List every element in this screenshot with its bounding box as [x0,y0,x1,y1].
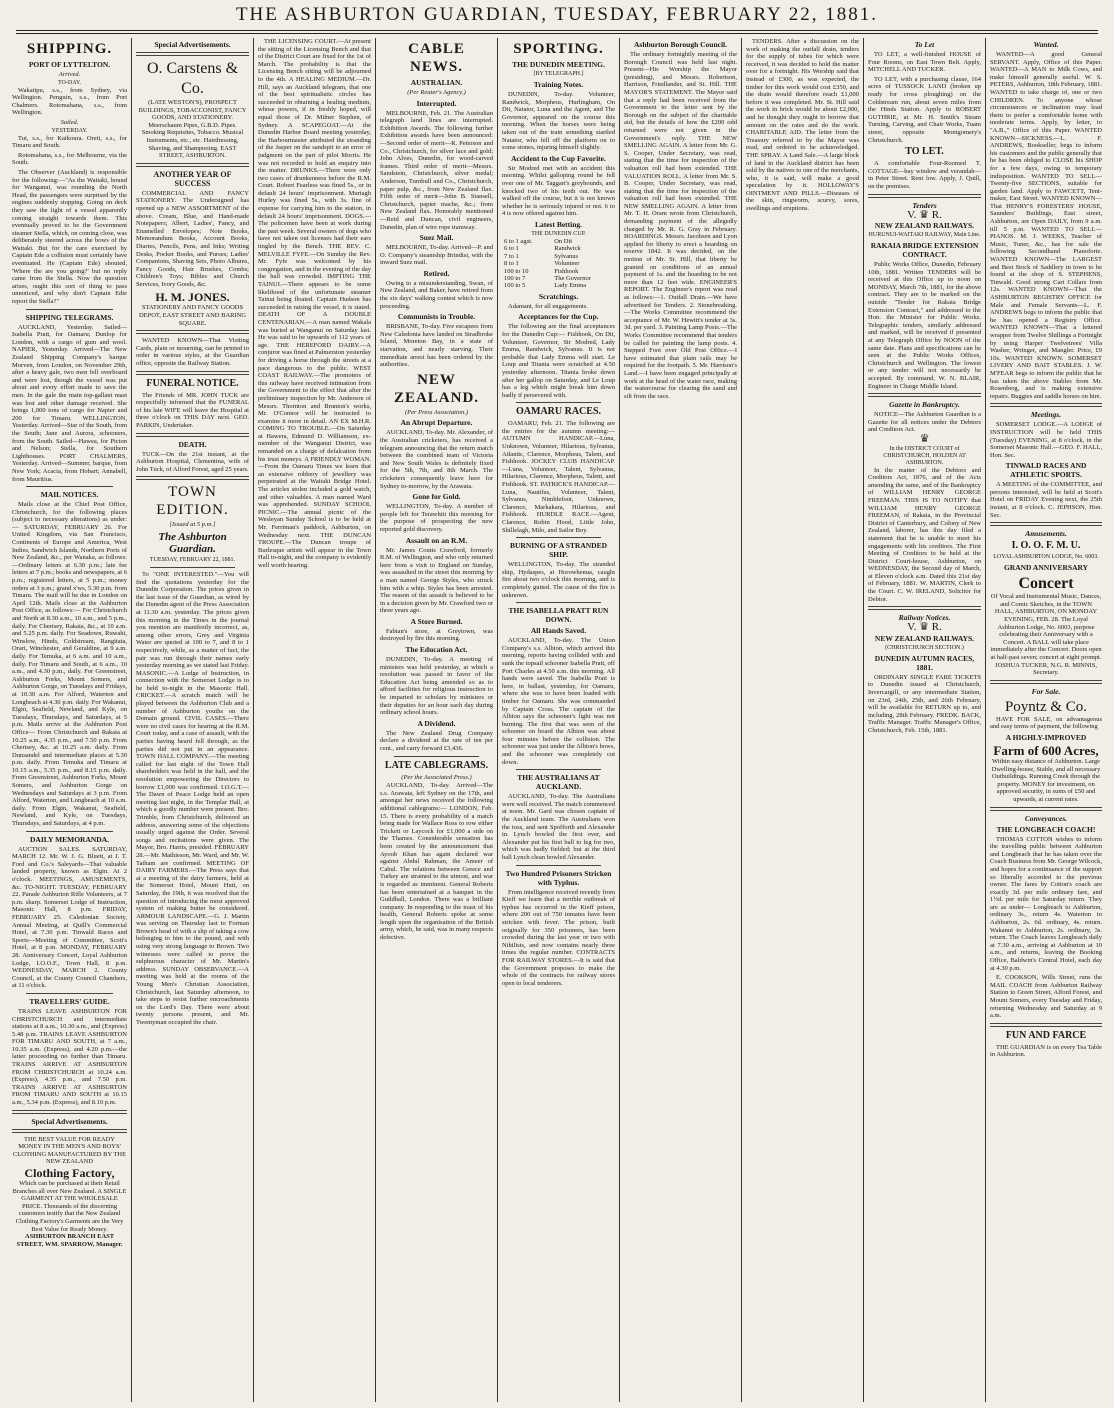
ad-text: (LATE WESTON'S), PROSPECT BUILDINGS, TOBACCONIST, FANCY GOODS, AND STATIONERY. Meerschaum Pipes, G.B.D. Pipes. Smoking Requisites, Tobacco. Musical Instruments, etc., etc. Hairdressing, Shaving, and Shampooing. EAST STREET, ASHBURTON. [138,99,247,160]
article-text: TENDERS. After a discussion on the work of making the outfall drain, tenders for the supply of tubes for which were received, it was decided to hold the matter over for a fortnight. His Worship said that instead of £300, as was expected, the timber for this work would cost £350, and the drain would therefore reach £1,000 before it was completed. Mr. St. Hill said the work in brick would be about £2,000, and he thought they ought to borrow that amount on the rates and do the work. CHARITABLE AID. The letter from the Treasury referred to by the Mayor was read, and ordered to be acknowledged. THE SPRAY. A Land Sale.—A large block of land in the Auckland district has been sold by the natives to one of the merchants, who, it is said, will make a good speculation by it. HOLLOWAY'S OINTMENT AND PILLS.—Diseases of the skin, ringworm, scurvy, sores, swellings and eruptions. [746,38,859,213]
sporting-heading: SPORTING. [513,41,604,57]
separator [26,993,113,994]
port-heading: PORT OF LYTTELTON. [28,60,111,69]
subheading: A Store Burned. [410,616,463,626]
subheading: Latest Betting. [534,219,583,229]
separator [26,309,113,310]
separator [136,163,249,167]
betting-odds: 7 to 1 [504,252,519,260]
separator [136,52,249,56]
paper-title: The Ashburton Guardian. [158,530,227,555]
auckland-heading: THE AUSTRALIANS AT AUCKLAND. [517,773,600,792]
article-text: AUCKLAND, To-day. The Australians were well received. The match commenced at noon. Mr. Gard was chosen captain of the Auckland team. The Australians won the toss, and sent Spofforth and Alexander in. Lynch bowled the first over, and Alexander put his first ball to leg for two, which was badly fielded; but at the third ball Lynch clean bowled Alexander. [502,793,615,861]
arrivals-text: Wakatipu, s.s., from Sydney, via Wellington. Penguin, s.s., from Port Chalmers. Rotomahana, s.s., from Wellington. [12,86,127,117]
gazette-heading: Gazette in Bankruptcy. [889,400,960,410]
subheading: Scratchings. [538,291,579,301]
sailings-text: Tui, s.s., for Kaikoura. Oreti, s.s., for Timaru and South. [12,134,127,150]
betting-row [502,268,615,275]
railways-heading: NEW ZEALAND RAILWAYS. [874,633,975,643]
separator [868,393,981,397]
article-text: Mails close at the Chief Post Office, Christchurch, for the following places (subject to necessary alterations) as under:— SATURDAY, FEBRUARY 26. For United Kingdom, via San Francisco, Continents of Europe and America, West Indies, Sandwich Islands, Northern Ports of New Zealand, &c., per Wanaka, as follows:—Ordinary letters at 6.30 p.m.; late fee letters at 7 p.m.; books and newspapers, at 6 p.m.; registered letters, at 5 p.m.; money orders at 3 p.m.; grand x'ws, 5.30 p.m. from Timaru. The mail will be due in London on April 12th. Mails close at the Ashburton Post Office, as follows:— For Christchurch and North at 8.30 a.m., 10 a.m., and 5 p.m., daily. For Chertsey, Rakaia, &c., at 10 a.m. and 5.25 p.m. daily. For Seadown, Ruwahi, Winslow, Hinds, Coldstream, Rangitata, Orari, Winchester, and Geraldine, at 9 a.m. daily. For Temuka, at 6 a.m. and 10 a.m., daily. For Timaru and South, at 6 a.m., 10 a.m., and 4.30 p.m., daily. For Greenstreet, Ashburton Forks, Mount Somers, and Ashburton Gorge, on Tuesdays and Fridays, at 10.30 a.m. For Alford, Waterton and Longbeach at 4.30 p.m. daily. For Wakanui, Elgin, Seafield, Newland, and Kyle, on Tuesdays, Thursdays, and Saturdays, at 5 p.m. Mails arrive at the Ashburton Post Office— From Christchurch and Rakaia at 10.25 a.m., 4.35 p.m., and 7.50 p.m. From Chertsey, &c. at 10.25 a.m. daily. From Dunsandel and intermediate places at 5.30 p.m. daily. From Temuka and Timaru at 10.15 a.m., 5.35 p.m., and 8.15 p.m. daily. From Greenstreet, Ashburton Forks, Mount Somers, and Ashburton Gorge on Wednesdays and Saturdays at 3 p.m. From Alford, Waterton, and Longbeach at 10 a.m. daily. From Elgin, Wakanui, Seafield, Newland, and Kyle, on Tuesdays, Thursdays, and Saturdays, at 4 p.m. [12,501,127,828]
paper-date: TUESDAY, FEBRUARY 22, 1881. [149,556,236,563]
subheading: Communists in Trouble. [397,312,476,322]
guide-heading: TRAVELLERS' GUIDE. [29,996,110,1006]
separator [516,602,601,603]
article-text: To "ONE INTERESTED."—You will find the quotations yesterday for the Dunedin Corporation. The prices given in the last issue of the Guardian, as wired by the Dunedin agent of the Press Association at 11.30 a.m. yesterday. The prices given this morning in the Times in the journal you mention are manifestly incorrect, as, among other errors, Grey and Virginia Water are quoted at 100 to 7, and 8 to 1 respectively, while, as a matter of fact, the pair was run through their names early yesterday morning as we stated last Friday. MASONIC.—A Lodge of Instruction, in connection with the Somerset Lodge is to be held to-night in the Masonic Hall. CRICKET.—A scratch match will be played between the Ashburton Club and a number of Ashburton youths on the Domain ground. CIVIL CASES.—There were no civil cases for hearing at the R.M. Court today, and a case of assault, with the parties having heard fell through, as the parties did not put in an appearance. TOWN HALL COMPANY.—The meeting called for last night of the Town Hall shareholders was held in the hall, and the resolution empowering the Directors to borrow £1,000 was confirmed. I.O.G.T.—The Dawn of Peace Lodge held an open meeting last night, in the Templar Hall, at which a goodly number were present. Bro. Trimble, from Christchurch, delivered an address, answering some of the objections usually urged against the Order. Several songs and recitations were given. The Mayor, Bro. Harris, presided. FEBRUARY 28.—Mr. Mathieson, Mr. Ward, and Mr. W. Tatham are confirmed. MEETING OF DAIRY FARMERS.—The Press says that at a meeting of the dairy farmers, held at the Somerset Hotel, Mount Hutt, on Saturday, the 19th, it was resolved that the question of introducing the most approved system of making butter be considered. ARMOUR LANDSCAPE.—G. J. Martin was serving on Thursday last to Forman Brown's head of with a slip of taking a cow belonging to him to the pound, and with using very strong language to Brown. Two witnesses were called to prove the sulphurous character of Mr. Martin's address. SUNDAY OBSERVANCE.—A meeting was held at the rooms of the Young Men's Christian Association, Christchurch, last Saturday afternoon, to take steps to resist further encroachments on the Lord's Day. There were about twenty persons present, and Mr. Twentyman occupied the chair. [136,570,249,1026]
article-text: The ordinary fortnightly meeting of the Borough Council was held last night. Present—His Worship the Mayor (presiding), and Messrs. Robertson, Harrison, Friedlander, and St. Hill. THE MAYOR'S STATEMENT. The Mayor said that a reply had been received from the Government to the letter sent by the Borough on the subject of the charitable aid, but the details of how the £200 odd returned were not given in the Government's reply. THE NEW SMELLING AGAIN. A letter from Mr. G. S. Cooper, Under Secretary, was read, stating that the time for inspection of the valuation roll had been extended. THE VALUATION ROLL. A letter from Mr. S. B. Cooper, Under Secretary, was read, stating that the time for inspection of the valuation roll had been extended. THE NEW SMELLING AGAIN. A letter from Mr. T. H. Oram wrote from Christchurch, demanding payment of the allegedly charged by Mr. R. G. Gray in February. BOARDINGS. Messrs. Jacobsen and Lyon applied for liberty to erect a hoarding on reserve 1842. It was decided, on the motion of Mr. St. Hill, that liberty be granted on conditions of an annual payment of 1s. and the hoarding to be not more than 12 feet wide. ENGINEER'S REPORT. The Engineer's report was read as follows:—1. Outfall Drain.—We have advertised for Tenders. 2. Stonebreaking.—The Works Committee recommend the acceptance of Mr. W. Hewitt's tender at 3s. 3d. per yard. 3. Painting Lamp Posts.—The Works Committee recommend that tenders be called for painting the lamp posts. 4. Stepped Foot over Old Post Office.—I have estimated that plain rails may be required for the footpath. 5. Mr. Harrison's Land.—I have been engaged principally at work at the head of the water race, making the watercourse for clearing the sand and silt from the race. [624,51,737,400]
railways-heading: NEW ZEALAND RAILWAYS. [874,221,975,231]
column-divider [497,38,498,1402]
ad-text: In the matter of the Debtors and Creditors Act, 1876, and of the Acts amending the same, and of the Bankruptcy of WILLIAM HENRY GEORGE FREEMAN. THIS IS TO NOTIFY that WILLIAM HENRY GEORGE FREEMAN, of Rakaia, in the Provincial District of Canterbury, and Colony of New Zealand, laborer, has this day filed a statement that he is unable to meet his engagements with his creditors. The First Meeting of Creditors to be held at the District Court-house, Ashburton, on WEDNESDAY, the Second day of March, at Eleven o'clock a.m. Dated this 21st day of February, 1881. W. MARTIN, Clerk to the Court. C. W. IRELAND, Solicitor for Debtor. [868,466,981,603]
betting-row [502,253,615,260]
masthead: THE ASHBURTON GUARDIAN, TUESDAY, FEBRUARY 22, 1881. [235,4,879,25]
article-text: MELBOURNE, Feb. 21. The Australian telegraph land lines are interrupted. Exhibition Awards. The following further Exhibition awards have been announced:—Second order of merit—R. Peterson and Co., Christchurch, for silver lace and gold; John Alves, Dunedin, for wood-carved frames. Third order of merit—Messrs. Sandstein, Christchurch, silver medal; Anderson, Turnbull and Co., Christchurch, paper pulp, &c., from New Zealand flax. Fifth order of merit—John B. Stansell, Christchurch, papier mache, &c.; from New Zealand flax. Honorably mentioned—Reid and Duncan, civil engineers, Dunedin, plan of wire rope tramway. [380,109,493,231]
ad-text: THE BEST VALUE FOR READY MONEY IN THE MEN'S AND BOYS' CLOTHING MANUFACTURED BY THE NEW ZEALAND [12,1135,127,1166]
arrived-heading: Arrived. [58,71,81,78]
column-divider [985,38,986,1402]
railway-notices-heading: Railway Notices. [898,613,951,623]
funeral-heading: FUNERAL NOTICE. [146,377,239,389]
death-text: TUCK—On the 21st instant, at the Ashburton Hospital, Clementina, wife of John Tuck, of Alford Forest, aged 25 years. [136,450,249,473]
subheading: All Hands Saved. [530,626,587,636]
fun-heading: FUN AND FARCE [1005,1029,1087,1041]
ad-text: TO LET, a well-finished HOUSE of Four Rooms, on East Town Belt. Apply, MITCHELL AND TUCKER. [868,51,981,74]
betting-horse: The Governor [554,274,591,282]
ad-text: HAVE FOR SALE, on advantageous and easy terms of payment, the following [990,715,1102,731]
poyntz-heading: Poyntz & Co. [1004,698,1088,715]
ad-headline: ANOTHER YEAR OF SUCCESS [153,169,232,188]
masthead-rule-thin [16,33,1098,34]
section-label: (CHRISTCHURCH SECTION.) [885,644,964,651]
separator [136,433,249,437]
article-text: DUNEDIN, To-day. A meeting of ministers was held yesterday, at which a resolution was passed in favor of the Education Act being amended so as to afford facilities for religious instruction to be imparted to scholars by ministers or their deputies for an hour each day during ordinary school hours. [380,656,493,717]
ad-text: Of Vocal and Instrumental Music, Dances, and Comic Sketches, in the TOWN HALL, ASHBURTON, ON MONDAY EVENING, FEB. 28. The Loyal Ashburton Lodge, No. 6003, purpose celebrating their Anniversary with a Concert. A BALL will take place immediately after the Concert. Doors open at half-past seven; concert at eight prompt. JOSHUA TUCKER, N.G. R. MINNIS, Secretary. [990,593,1102,677]
article-text: Fabian's store, at Greytown, was destroyed by fire this morning. [380,627,493,643]
meeting-heading: THE DUNEDIN MEETING. [512,60,605,69]
autumn-heading: DUNEDIN AUTUMN RACES, 1881. [874,653,975,672]
ad-text: Within easy distance of Ashburton. Large Dwelling-house, Stable, and all necessary Outbuildings. Running Creek through the property. MONEY for investment, on approved security, in sums of £50 and upwards, at current rates. [991,757,1101,803]
article-text: BRISBANE, To-day. Five escapees from New Caledonia have landed on Stradbroke Island, Moreton Bay, in a state of starvation, and nearly starving. Their immediate arrest has been ordered by the authorities. [380,323,493,369]
ad-text: A comfortable Four-Roomed T. COTTAGE—bay window and verandah—in Peter Street. Rent low. Apply, J. Quill, on the premises. [868,160,981,190]
ad-text: E. COOKSON, Wills Street, runs the MAIL COACH from Ashburton Railway Station to Green Street, Alford Forest, and Mount Somers, every Tuesday and Friday, returning Wednesday and Saturday at 9 a.m. [990,974,1102,1020]
to-let-heading: To Let [914,40,935,49]
yesterday-label: YESTERDAY. [51,127,88,134]
death-heading: DEATH. [178,439,207,449]
betting-horse: Fishhook [554,267,579,275]
ad-headline: H. M. JONES. [155,290,230,305]
conveyances-heading: Conveyances. [1024,813,1068,823]
mail-heading: MAIL NOTICES. [40,490,99,500]
ad-text: ASHBURTON BRANCH EAST STREET, WM. SPARROW, Manager. [16,1233,123,1248]
article-text: OAMARU, Feb. 21. The following are the entries for the autumn meeting:— AUTUMN HANDICAP.—Luna, Unknown, Volunteer, Hilarious, Sylvanus, Atlantic, Clarence, Morpheus, Talent, and Fishhook. JOCKEY CLUB HANDICAP.—Luna, Volunteer, Talent, Sylvanus, Hilarious, Clarence, Morpheus, Talent, and Fishhook. ST. PATRICK'S HANDICAP.—Luna, Nautilus, Volunteer, Talent, Sylvanus, Nimblefoot, Unknown, Clarence, Markakara, Hilarious, and Fishhook. HURDLE RACE.—Agent, Clarence, Robin Hood, Little John, Shillelagh, Milo, and Sailor Boy. [502,420,615,534]
separator [516,537,601,538]
sailed-heading: Sailed. [60,118,79,126]
shipping-heading: SHIPPING. [26,41,113,57]
separator [990,680,1102,684]
article-text: AUCKLAND, To-day. The Union Company's s.s. Albion, which arrived this morning, reports having collided with and sunk the topsail schooner Isabella Pratt, off Port Charles at 4.50 a.m. this morning. All hands were saved. The Isabella Pratt is here, in ballast, yesterday, for Oamaru, where she was to have been loaded with timber for Oamaru. She was commanded by Captain Cross. The captain of the Albion says the schooner's light was not burning. The first that was seen of the schooner on board the Albion was about four minutes before the collision. The schooner was just under the Albion's bows, and the schooner was completely cut down. [502,637,615,766]
separator [12,1110,127,1114]
amusements-heading: Amusements. [1025,529,1067,539]
article-text: TRAINS LEAVE ASHBURTON FOR CHRISTCHURCH and intermediate stations at 8 a.m., 10.30 a.m., and (Express) 5.48 p.m. TRAINS LEAVE ASHBURTON FOR TIMARU AND SOUTH, at 7 a.m., 10.35 a.m. (Express), and 4.20 p.m.—the latter proceeding no further than Timaru. TRAINS ARRIVE AT ASHBURTON FROM CHRISTCHURCH at 10.24 a.m. (Express), 4.35 p.m., and 7.50 p.m. TRAINS ARRIVE AT ASHBURTON FROM TIMARU AND SOUTH at 10.15 a.m., 5.34 p.m. (Express), and 8.10 p.m. [12,1007,127,1107]
betting-row [502,282,615,289]
ioof-heading: I. O. O. F. M. U. [1011,540,1081,552]
special-heading: Special Advertisements. [31,1116,108,1126]
column-divider [375,38,376,1402]
subheading: Training Notes. [533,80,584,89]
coach-heading: THE LONGBEACH COACH! [996,824,1096,834]
subheading: An Abrupt Departure. [400,418,473,428]
ad-text: NOTICE—The Ashburton Guardian is a Gazette for all notices under the Debtors and Creditors Act. [868,411,981,434]
separator [26,486,113,487]
ad-text: THOMAS COTTON wishes to inform the travelling public between Ashburton and Longbeach that he has taken over the Coach Business from Mr. George Wilcock, and hopes for a continuance of the support so liberally accorded to the previous owner. The fares by Cotton's coach are exactly 3d. per mile ordinary fare, and 1½d. per mile for Saturday return. They are as under— Longbeach to Ashburton, ordinary 3s., return 4s. Waterton to Ashburton, 2s. 6d. ordinary, 4s. return. Wakanui to Ashburton, 2s. ordinary, 3s. return. The Coach leaves Longbeach daily at 7.30 a.m., arriving at Ashburton at 10 a.m., and returns, leaving the Booking Office, Baldwin's Central Hotel, each day at 4.30 p.m. [990,835,1102,972]
ad-headline: O. Carstens & Co. [146,60,239,97]
article-text: Owing to a misunderstanding, Swan, of New Zealand, and Baker, have retired from the six days' walking contest which is now proceeding. [380,279,493,310]
wanted-heading: Wanted. [1033,40,1059,49]
prisoners-heading: Two Hundred Prisoners Stricken with Typhus. [505,868,612,887]
ad-text: WANTED—A good General SERVANT. Apply, Office of this Paper. WANTED—A MAN to Milk Cows, and make himself generally useful. W. S. PETERS, Ashburton, 18th February, 1881. WANTED to take charge of, one or two CHILDREN. To anyone whose circumstances or inclination may lead them to prefer a comfortable home with moderate terms. Apply, by letter, to "A.B.," Office of this Paper. WANTED KNOWN—SICKNESS.—L. F. ANDREWS, Bookseller, begs to inform his customers and the public generally that he has been obliged to CLOSE his SHOP for a few days, owing to temporary indisposition. WANTED TO SELL—Twenty-five SECTIONS, suitable for garden land. Apply to FAWCETT, Tent-maker, East Street. WANTED KNOWN—That HENRY'S FORESTERS' HOUSE, Saunders' Buildings, East street, Ashburton, are Open DAILY, from 9 a.m. till 5 p.m. WANTED TO SELL—PIANOS. M. J. WEEKS, Teacher of Music, Tuner, &c., has for sale the following Secondhand Pianoforte. WANTED KNOWN—The LARGEST and Best Stock of Saddlery in town to be found at the shop of S. STEPHENS, Tinwald. Good strong Cart Collars from 12s. WANTED KNOWN—That the ASHBURTON REGISTRY OFFICE for Male and Female Servants—L. F. ANDREWS begs to inform the public that he has opened a Registry Office. WANTED KNOWN—That a lettered wrapper from Twelve Shillings a Fortnight by using Harper Twelvetrees' Villa Washer, Wringer, and Mangler. Price, £9 10s. WANTED KNOWN. SOMERSET LIVERY AND BAIT STABLES. J. W. M'FEAR begs to inform the public that he has taken the above Stables from Mr. Rosenberg, and is making extensive repairs. Buggies and saddle horses on hire. [990,51,1102,400]
column-borough-council [624,38,737,1402]
memoranda-heading: DAILY MEMORANDA. [29,834,110,844]
oamaru-heading: OAMARU RACES. [516,406,601,418]
separator [990,403,1102,407]
article-text: AUCKLAND, To-day. Arrived—The s.s. Arawata, left Sydney on the 17th, and amongst her news received the following additional cablegrams:— LONDON, Feb. 15. There is every probability of a match being made for Wallace Ross to row either Trickett or Laycock for £1,000 a side on the Thames. Considerable sensation has been created by the announcement that Ayoob Khan has again declared war against Abdul Rahman, the Ameer of Cabul. The relations between Greece and Turkey are strained to the utmost, and war is regarded as imminent. General Roberts has been entertained at a banquet in the Guildhall, London. There was a brilliant company. In responding to the toast of his health, General Roberts spoke at some length upon the organisation of the British army, which, he said, was in many respects defective. [380,782,493,942]
sailings-text-2: Rotomahana, s.s., for Melbourne, via the South. [12,151,127,167]
column-divider [741,38,742,1402]
telegrams-heading: SHIPPING TELEGRAMS. [25,312,114,322]
article-text: AUCTION SALES. SATURDAY, MARCH 12. Mr. W. J. G. Bluett, at J. T. Ford and Co.'s Saleyards—That valuable landed property, known as Elgin. At 2 o'clock. MEETINGS, AMUSEMENTS, &c. TO-NIGHT. TUESDAY, FEBRUARY 22. Parade Ashburton Rifle Volunteers, at 7 p.m. sharp. Somerset Lodge of Instruction, Masonic Hall, 8 p.m. FRIDAY, FEBRUARY 25. Caledonian Society, Annual Meeting, at Quill's Commercial Hotel, at 7.30 p.m. Tinwald Races and Sports—Meeting of Committee, Scott's Hotel, at 8 p.m. MONDAY, FEBRUARY 28. Anniversary Concert, Loyal Ashburton Lodge, I.O.O.F., Town Hall, 8 p.m. WEDNESDAY, MARCH 2. County Council, at the County Council Chambers, at 11 o'clock. [12,845,127,990]
lodge-label: LOYAL ASHBURTON LODGE, No. 6003. [993,554,1099,561]
betting-odds: 100 to 5 [504,282,526,290]
for-sale-heading: For Sale. [1031,686,1061,696]
grand-heading: GRAND ANNIVERSARY [1003,563,1089,573]
agency-label: (Per the Associated Press.) [401,773,472,781]
column-wanted [990,38,1102,1402]
article-text: The following are the final acceptances for the Dunedin Cup:— Fishhook, On Dit, Volunteer, Governor, Sir Modred, Lady Emma, Randwick, Sylvanus. It is not probable that Lady Emma will start. Le Loup and Titania were scratched at 4.50 yesterday afternoon. Titania broke down after her gallop on Saturday, and Le Loup has a leg which might break him down badly if persevered with. [502,323,615,399]
subheading: Suez Mail. [419,233,454,243]
betting-horse: Randwick [554,245,581,253]
subheading: Acceptances for the Cup. [518,312,599,322]
betting-horse: Volunteer [554,260,580,268]
cable-heading: CABLE NEWS. [408,41,465,75]
separator [12,1129,127,1133]
separator [136,330,249,334]
betting-odds: 6 to 1 agst. [504,237,533,245]
separator [150,567,235,568]
separator [516,402,601,403]
column-divider [619,38,620,1402]
article-text: WELLINGTON, To-day. The stranded ship, Hydaspes, at Horowhenua, caught fire about two o'clock this morning, and is completely gutted. The cause of the fire is unknown. [502,561,615,599]
nz-heading: NEW ZEALAND. [393,371,480,406]
ad-text: ORDINARY SINGLE FARE TICKETS to Dunedin issued at Christchurch, Invercargill, or any intermediate Station, on 23rd, 24th, 25th, and 26th February, will be available for RETURN up to, and including, 28th February. FREDK. BACK, Traffic Manager. Traffic Manager's Office, Christchurch, Feb. 15th, 1881. [868,673,981,734]
tinwald-heading: TINWALD RACES AND ATHLETIC SPORTS. [1005,461,1087,480]
article-text: The Observer (Auckland) is responsible for the following:—"As the Waitaki, bound for Wanganui, was rounding the North Head, the passengers were surprised by the engines suddenly stopping. Going on deck they saw the light of a vessel apparently coming straight towards them. This eventually proved to be the Government steamer Stella, which, on coming close, was deliberately steered across the bows of the Waitaki. But for the care exercised by Captain Ede a collision must certainly have eventuated. He (Captain Ede) shouted, 'Where the are you going?' but no reply came from the Stella. Now the question arises, ought this sort of thing to pass unnoticed, and why don't Captain Edie report the Stella?" [12,168,127,306]
cablegrams-heading: LATE CABLEGRAMS. [384,759,489,771]
ad-headline: Clothing Factory, [24,1166,115,1180]
column-advertisements [136,38,249,1402]
subheading: A Dividend. [417,718,456,728]
article-text: DUNEDIN, To-day. Volunteer, Randwick, Morpheus, Hurlingham, On Dit, Natator, Luna and the Agent, and The Governor, appeared on the course this morning. When the horses were being taken out of the train something startled Natator, who fell off the platform on to some stones, injuring himself slightly. [502,91,615,152]
burning-heading: BURNING OF A STRANDED SHIP. [509,541,608,560]
royal-arms-icon: V. ♛ R. [907,208,942,221]
council-heading: Ashburton Borough Council. [633,40,727,49]
australian-heading: AUSTRALIAN. [410,78,463,87]
to-let-heading: TO LET. [905,146,944,158]
article-text: MELBOURNE, To-day. Arrived—P. and O. Company's steamship Brindisi, with the inward Suez mail. [380,244,493,267]
betting-horse: On Dit [554,237,573,245]
issued-label: [Issued at 5 p.m.] [169,521,216,529]
royal-arms-icon: ♛ [919,432,930,445]
court-label: In the DISTRICT COURT of CHRISTCHURCH, HOLDEN AT ASHBURTON. [883,445,966,466]
article-text: THE LICENSING COURT.—At present the sitting of the Licensing Bench and that of the District Court are fixed for the 1st of March. The probability is that the Licensing Bench sitting will be adjourned to the 4th. A HEALING MEDIUM.—Dr. Hill, says an Auckland telegram, that one of the best spiritualistic circles has succeeded in obtaining a healing medium, whose powers, if in freshly hoped, will equal those of Dr. Milner Stephen, of Sydney. A SCAPEGOAT.—At the Dunedin Harbor Board meeting yesterday, the Harbourmaster attributed the stranding of the Jasper on the sandspit to an error of judgment on the part of pilot Morris. He was not recorded to hold an enquiry into the matter. DRUNKS.—There were only two cases of drunkenness before the R.M. Court. Robert Fearless was fined 5s., or in default 24 hours' imprisonment. Murtagh Hurley was fined 5s., with 3s. fine of expense for carrying him to the station, in default 24 hours' imprisonment. DOGS.—The policemen have been at work during the past week. Several owners of dogs who have not taken out licenses had their ears tingled by the Bench. THE REV. C. MELVILLE FYFE.—On Sunday the Rev. Mr. Fyfe was welcomed by his congregation, and in the evening of the day the hall was crowded. IMPTING THE TAINUI.—There appears to be some likelihood of the unfortunate steamer Tainui being floated. Captain Hudson has succeeded in raising the vessel, it is stated. DEATH OF A DOUBLE CENTENARIAN.—A man named Wakala was buried at Wanganui on Saturday last. He was said to be upwards of 112 years of age. THE HEREFORD DAIRY.—A conjuror was fined at Palmerston yesterday for driving a horse through the streets at a pace dangerous to the public. WEST COAST RAILWAY.—The promoters of this railway have received intimation from the Government to the effect that after the preliminary inspection by Mr. Anderson of Messrs. Thornton and Brunton's works, Mr. O'Connor will be instructed to examine it more in detail. AN EX M.H.R. COMING TO TROUBLE.—On Saturday at Hawera, Edmund D. Williamson, ex-member of the Wanganui District, was remanded on a charge of defalcation from his trust moneys. A FRIENDLY WOMAN.—From the Oamaru Times we learn that an extensive robbery of jewellery was perpetrated at the Waitaki Bridge Hotel. The articles stolen included a gold watch, and other valuables. A man named Ward was apprehended. SUNDAY SCHOOL PICNIC.—The annual picnic of the Wesleyan Sunday School is to be held at Mr. Ferriman's paddock, Ashburton, on Wednesday next. THE DUNCAN TROUPE.—The Duncan troupe of Burlesque artists will appear in the Town Hall to-night, and the company is evidently well worth hearing. [258,38,371,569]
rakaia-heading: RAKAIA BRIDGE EXTENSION CONTRACT. [870,241,979,260]
cup-label: THE DUNEDIN CUP. [531,230,586,237]
column-divider [253,38,254,1402]
line-label: HURUNUI-WAITAKI RAILWAY, Main Line. [868,232,981,239]
separator [868,194,981,198]
article-text: From intelligence received recently from Kieff we learn that a terrible outbreak of typhus has occurred in the Kieff prison, where 200 out of 750 inmates have been stricken with fever. The prison, built originally for 350 prisoners, has been crowded during the last year or two with Nihilists, and now contains nearly three times the regular number. CONTRACTS FOR RAILWAY STORES.—It is said that the Government proposes to make the whole of the contracts for railway stores open to local tenderers. [502,888,615,987]
betting-horse: Lady Emma [554,282,587,290]
column-to-let [868,38,981,1402]
subheading: Retired. [423,268,450,278]
separator [868,606,981,610]
column-local-news [258,38,371,1402]
betting-horse: Sylvanus [554,252,579,260]
separator [394,756,479,757]
article-text: AUCKLAND, To-day. Mr. Alexander, of the Australian cricketers, has received a telegram announcing that the return match between the combined team of Victoria and New South Wales is definitely fixed for the 5th, 7th, and 8th March. The cricketers consequently leave here for Sydney to-morrow, by the Arawata. [380,429,493,490]
press-label: (Per Press Association.) [404,408,468,416]
separator [990,522,1102,526]
betting-row [502,275,615,282]
separator [990,807,1102,811]
column-divider [131,38,132,1402]
subheading: Accident to the Cup Favorite. [511,153,606,163]
ad-text: STATIONERY AND FANCY GOODS DEPOT, EAST STREET AND BARING SQUARE. [138,304,247,327]
column-sporting [502,38,615,1402]
betting-odds: 100 to 7 [504,274,526,282]
separator [990,1023,1102,1027]
farm-heading: Farm of 600 Acres, [993,742,1099,758]
funeral-text: The Friends of MR. JOHN TUCK are respectfully informed that the FUNERAL of his late WIFE will leave the Hospital at three o'clock on THIS DAY next. GEO. PARKIN, Undertaker. [136,391,249,429]
ad-text: TO LET, with a purchasing clause, 164 acres of TUSSOCK LAND (broken up ready for cross ploughing) on the Coldstream run, about seven miles from the Hinds Station. Apply to ROBERT GUTHRIE, at Mr. H. Smith's Steam Turning, Carving, and Chair Works, Tuam street, opposite Montgomery's Christchurch. [868,75,981,144]
betting-odds: 100 to 10 [504,267,529,275]
agency-label: (Per Reuter's Agency.) [407,89,466,96]
betting-table [502,238,615,290]
separator [516,865,601,866]
ad-text: COMMERCIAL AND FANCY STATIONERY. The Undersigned has opened up a NEW ASSORTMENT of the above. Cream, Blue, and Hand-made Notepapers; Albert, Ladies', Fancy, and Enamelled Envelopes; Note Books, Memorandum Books, Account Books, Diaries, Pencils, Pens, and Inks; Writing Desks, Pocket Books, and Purses; Ladies' Companions, Shaving Sets, Photo Albums, Fancy Goods, Hair Brushes, Combs; Children's Toys; Bibles and Church Services, Ivory Goods, &c. [136,189,249,288]
article-text: AUCKLAND, Yesterday. Sailed—Isabella Pratt, for Oamaru; Dunlop for London, with a cargo of gum and wool. NAPIER, Yesterday. Arrived—The New Zealand Shipping Company's barque Morven, from London, on November 29th, after a heavy gale, two men fell overboard and were lost, though the vessel was put about and every effort made to save the men. In the gale the main top-gallant mast was lost and other damage received. She brings 1,000 tons of cargo for Napier and 200 for Timaru. WELLINGTON, Yesterday. Arrived—Star of the South, from the South; Jane and Aurora, schooners, from the South. Sailed—Hawea, for Picton and Nelson; Stella, for Southern Lighthouses. PORT CHALMERS, Yesterday. Arrived—Summer, barque, from New York; Acacia, from Hobart; Annabell, from Mauritius. [12,323,127,483]
column-shipping [12,38,127,1402]
ad-text: SOMERSET LODGE.—A LODGE of INSTRUCTION will be held THIS (Tuesday) EVENING, at 8 o'clock, in the Somerset Masonic Hall.—GEO. F. HALL, Hon. Sec. [990,421,1102,459]
ad-text: WANTED KNOWN—That Visiting Cards, plain or mourning, can be printed to order in various styles, at the Guardian office, opposite the Railway Station. [136,337,249,368]
betting-odds: 8 to 1 [504,260,519,268]
article-text: Adamant, for all engagements. [508,302,588,310]
special-heading: Special Advertisements. [154,40,231,49]
pratt-heading: THE ISABELLA PRATT RUN DOWN. [508,606,609,625]
town-edition-heading: TOWN EDITION. [156,484,229,519]
subheading: The Education Act. [405,645,468,655]
ad-text: Which can be purchased at their Retail Branches all over New Zealand. A SINGLE GARMENT AT THE WHOLESALE PRICE. Thousands of the discerning customers testify that the New Zealand Clothing Factory's Garments are the Very Best Value for Ready Money. [12,1180,127,1233]
subheading: Interrupted. [416,98,457,108]
separator [136,476,249,480]
masthead-rule [16,30,1098,31]
subheading: Assault on an R.M. [405,535,468,545]
ad-text: Public Works Office, Dunedin, February 10th, 1881. Written TENDERS will be received at this Office up to noon on MONDAY, March 7th, 1881, for the above contract. They are to be marked on the outside "Tender for Rakaia Bridge Extension Contract," and addressed to the Hon. the Minister for Public Works. Telegraphic tenders, similarly addressed and marked, will be received if presented at any Telegraph Office by NOON of the same date. Plans and specifications can be seen at the Public Works Offices, Christchurch and Wellington. The lowest or any tender will not necessarily be accepted. By command, W. N. BLAIR, Engineer in Charge Middle Island. [868,261,981,390]
betting-row [502,238,615,245]
subheading: Gone for Gold. [412,492,461,502]
column-cable-news [380,38,493,1402]
royal-arms-icon: V. ♛ R. [907,621,942,634]
separator [136,371,249,375]
betting-odds: 6 to 1 [504,245,519,253]
concert-heading: Concert [1018,575,1074,593]
today-label: TO-DAY. [57,79,82,86]
ad-text: A MEETING of the COMMITTEE, and persons interested, will be held at Scott's Hotel on FRIDAY Evening next, the 25th instant, at 8 o'clock. C. JEPHSON, Hon. Sec. [990,481,1102,519]
betting-row [502,245,615,252]
meetings-heading: Meetings. [1030,410,1062,420]
article-text: Sir Modred met with an accident this morning. Whilst galloping round he fell over one of Mr. Taggart's greyhounds, and knocked two of his teeth out. He was walked off the course, but it is not known whether he is seriously injured or not. 6 to 4 is now offered against him. [502,164,615,218]
column-divider [863,38,864,1402]
telegraph-label: [BY TELEGRAPH.] [533,71,584,77]
article-text: Mr. James Coutts Crawford, formerly R.M. of Wellington, and who only returned here from a visit to England on Sunday, was assaulted in the street this morning by a man named George Styles, who struck him with a whip. Styles has been arrested. The reason of the assault is believed to be in a decision given by Mr. Crawford two or three years ago. [380,546,493,615]
article-text: The New Zealand Drug Company declare a dividend at the rate of ten per cent., and carry forward £3,436. [380,729,493,752]
ad-text: THE GUARDIAN is on every Tea Table in Ashburton. [990,1043,1102,1059]
column-council-continued [746,38,859,1402]
separator [516,769,601,770]
improved-label: A HIGHLY-IMPROVED [1005,732,1087,742]
betting-row [502,260,615,267]
tenders-heading: Tenders [912,200,937,210]
article-text: WELLINGTON, To-day. A number of people left for Terawhiti this morning for the purpose of prospecting the new reported gold discovery. [380,503,493,533]
separator [26,831,113,832]
